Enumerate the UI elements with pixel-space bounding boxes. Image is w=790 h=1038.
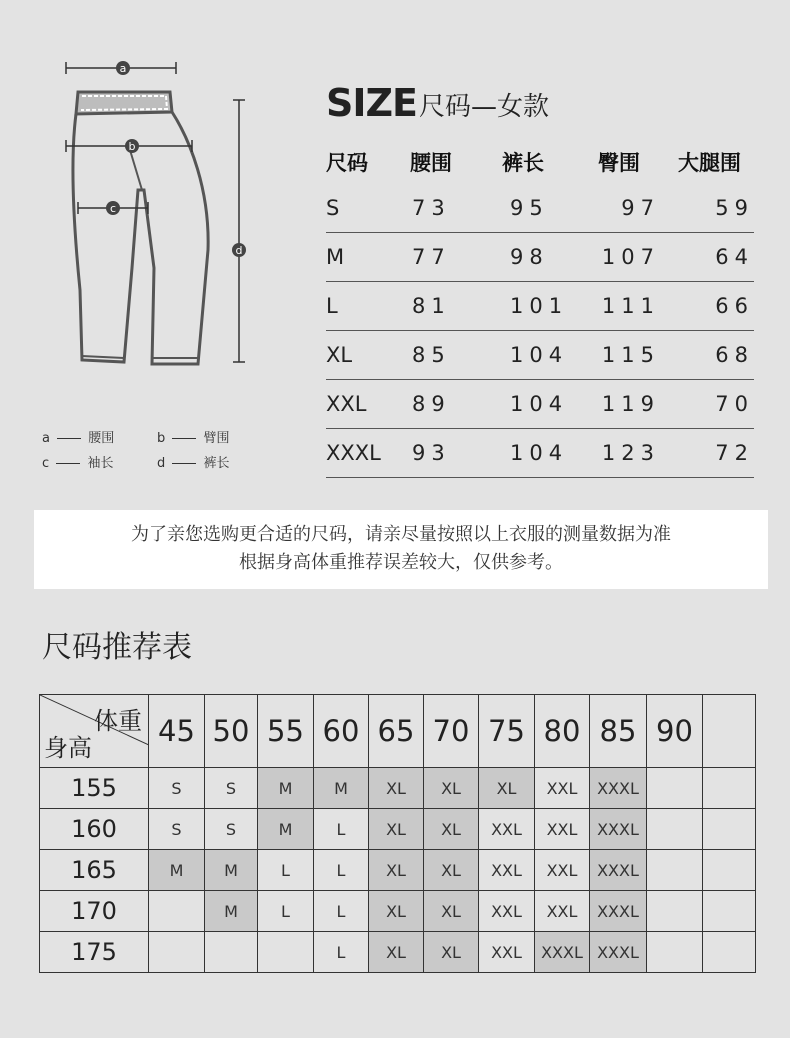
recommend-row (40, 891, 756, 932)
measure-cell: 77 (410, 233, 502, 282)
measure-line-d (232, 100, 246, 362)
size-label-cell: XXXL (326, 429, 410, 478)
size-recommend-cell (258, 932, 314, 973)
size-recommend-cell: XXL (535, 768, 590, 809)
measure-cell: 123 (598, 429, 678, 478)
legend-item-d (157, 452, 230, 471)
measure-cell: 111 (598, 282, 678, 331)
measure-cell: 115 (598, 331, 678, 380)
size-recommend-cell (703, 850, 756, 891)
size-recommend-cell: L (258, 850, 314, 891)
size-recommend-cell: L (314, 850, 369, 891)
size-recommend-cell (647, 932, 703, 973)
measure-cell: 104 (502, 331, 598, 380)
height-cell: 170 (40, 891, 149, 932)
size-recommend-cell: S (205, 768, 258, 809)
measure-cell: 104 (502, 380, 598, 429)
size-title (326, 72, 550, 125)
weight-header-cell: 85 (590, 695, 647, 768)
recommend-row (40, 932, 756, 973)
marker-a: a (119, 62, 127, 75)
size-recommend-cell (703, 932, 756, 973)
size-recommend-cell: XL (424, 809, 479, 850)
measure-cell: 70 (678, 380, 754, 429)
recommend-row (40, 809, 756, 850)
size-label-cell: L (326, 282, 410, 331)
header-cell: 臀围 (598, 151, 640, 175)
size-recommend-cell: XXXL (590, 809, 647, 850)
size-recommend-cell (205, 932, 258, 973)
measure-cell: 73 (410, 184, 502, 233)
recommend-title: 尺码推荐表 (42, 630, 192, 665)
legend-label: 袖长 (87, 456, 114, 471)
weight-header-cell: 60 (314, 695, 369, 768)
header-cell: 裤长 (502, 151, 544, 175)
legend-label: 裤长 (203, 456, 230, 471)
size-recommend-cell (647, 891, 703, 932)
measure-cell: 59 (678, 184, 754, 233)
size-recommend-cell: XXXL (590, 932, 647, 973)
size-recommend-cell (647, 850, 703, 891)
recommend-row (40, 768, 756, 809)
size-recommend-cell: XL (369, 768, 424, 809)
measure-cell: 119 (598, 380, 678, 429)
size-recommend-cell (647, 768, 703, 809)
size-recommend-cell: S (205, 809, 258, 850)
measure-cell: 72 (678, 429, 754, 478)
size-recommend-cell: XL (369, 891, 424, 932)
size-label-cell: M (326, 233, 410, 282)
recommend-row (40, 850, 756, 891)
size-recommend-cell: XL (424, 768, 479, 809)
size-recommend-cell: M (205, 891, 258, 932)
weight-header-cell: 55 (258, 695, 314, 768)
measure-line-a (66, 61, 176, 75)
size-recommend-cell: XL (369, 932, 424, 973)
measure-cell: 104 (502, 429, 598, 478)
size-recommend-cell: L (258, 891, 314, 932)
pants-diagram (0, 0, 300, 400)
measure-cell: 64 (678, 233, 754, 282)
weight-header-cell: 70 (424, 695, 479, 768)
size-table-row (326, 233, 754, 282)
size-recommend-cell (149, 932, 205, 973)
header-cell: 大腿围 (678, 151, 741, 175)
legend-key: d (157, 456, 166, 471)
weight-header-cell: 65 (369, 695, 424, 768)
legend-dash (57, 438, 81, 439)
measure-cell: 95 (502, 184, 598, 233)
size-recommend-cell: XXXL (590, 850, 647, 891)
measure-cell: 89 (410, 380, 502, 429)
corner-cell (40, 695, 149, 768)
size-recommend-cell: XL (424, 932, 479, 973)
size-recommend-cell: XXXL (590, 891, 647, 932)
size-recommend-cell: S (149, 768, 205, 809)
legend-key: b (157, 431, 166, 446)
size-recommend-cell (703, 809, 756, 850)
size-recommend-cell (149, 891, 205, 932)
measure-cell: 97 (598, 184, 678, 233)
size-recommend-cell: M (314, 768, 369, 809)
legend-dash (56, 463, 80, 464)
measure-cell: 107 (598, 233, 678, 282)
size-title-small: 尺码—女款 (419, 92, 550, 123)
corner-height-label: 身高 (44, 734, 92, 762)
size-table-row (326, 282, 754, 331)
size-recommend-cell (703, 891, 756, 932)
size-recommend-cell: XXL (535, 850, 590, 891)
size-recommend-cell: XL (369, 850, 424, 891)
notice-box (34, 510, 768, 589)
size-recommend-cell: L (314, 891, 369, 932)
size-recommend-cell (703, 768, 756, 809)
weight-header-cell: 45 (149, 695, 205, 768)
measure-cell: 66 (678, 282, 754, 331)
weight-header-cell: 80 (535, 695, 590, 768)
size-label-cell: XL (326, 331, 410, 380)
size-recommend-cell: M (258, 809, 314, 850)
size-recommend-cell: XXL (535, 809, 590, 850)
legend-key: a (42, 431, 50, 446)
size-recommend-cell: XXL (535, 891, 590, 932)
measure-cell: 93 (410, 429, 502, 478)
legend-item-b (157, 427, 230, 446)
height-cell: 155 (40, 768, 149, 809)
size-table (326, 140, 754, 478)
size-table-row (326, 429, 754, 478)
size-table-header (326, 140, 754, 184)
measure-cell: 81 (410, 282, 502, 331)
size-title-big: SIZE (326, 81, 418, 125)
notice-line-1: 为了亲您选购更合适的尺码，请亲尽量按照以上衣服的测量数据为准 (131, 524, 671, 545)
marker-c: c (109, 202, 117, 215)
corner-weight-label: 体重 (94, 707, 142, 735)
notice-line-2: 根据身高体重推荐误差较大，仅供参考。 (239, 552, 563, 573)
pants-drawing (73, 92, 208, 364)
size-recommend-cell: L (314, 932, 369, 973)
size-recommend-cell: XXL (479, 809, 535, 850)
measure-cell: 85 (410, 331, 502, 380)
size-table-row (326, 331, 754, 380)
measure-cell: 98 (502, 233, 598, 282)
header-cell: 尺码 (326, 151, 368, 175)
size-recommend-cell: XL (424, 891, 479, 932)
legend-item-a (42, 427, 114, 446)
legend-label: 臂围 (203, 431, 230, 446)
height-cell: 160 (40, 809, 149, 850)
recommend-header-row (40, 695, 756, 768)
size-recommend-cell: XXL (479, 850, 535, 891)
weight-header-cell (703, 695, 756, 768)
size-label-cell: XXL (326, 380, 410, 429)
legend-item-c (42, 452, 113, 471)
size-recommend-cell: M (258, 768, 314, 809)
weight-header-cell: 75 (479, 695, 535, 768)
measure-line-b (66, 139, 192, 153)
weight-header-cell: 50 (205, 695, 258, 768)
size-recommend-cell: XXL (479, 891, 535, 932)
size-table-row (326, 184, 754, 233)
legend-key: c (42, 456, 50, 471)
size-label-cell: S (326, 184, 410, 233)
size-table-row (326, 380, 754, 429)
header-cell: 腰围 (410, 151, 452, 175)
size-recommend-cell: M (205, 850, 258, 891)
legend-label: 腰围 (88, 431, 115, 446)
size-recommend-cell: L (314, 809, 369, 850)
legend-dash (172, 463, 196, 464)
size-recommend-cell: XXL (479, 932, 535, 973)
recommend-table (39, 694, 756, 973)
size-recommend-cell: S (149, 809, 205, 850)
size-recommend-cell: XXXL (590, 768, 647, 809)
measure-cell: 101 (502, 282, 598, 331)
measure-cell: 68 (678, 331, 754, 380)
height-cell: 165 (40, 850, 149, 891)
height-cell: 175 (40, 932, 149, 973)
size-recommend-cell: M (149, 850, 205, 891)
weight-header-cell: 90 (647, 695, 703, 768)
marker-d: d (235, 244, 243, 257)
size-recommend-cell: XXXL (535, 932, 590, 973)
marker-b: b (128, 140, 136, 153)
size-recommend-cell: XL (369, 809, 424, 850)
size-recommend-cell: XL (479, 768, 535, 809)
size-recommend-cell (647, 809, 703, 850)
legend-dash (172, 438, 196, 439)
size-recommend-cell: XL (424, 850, 479, 891)
